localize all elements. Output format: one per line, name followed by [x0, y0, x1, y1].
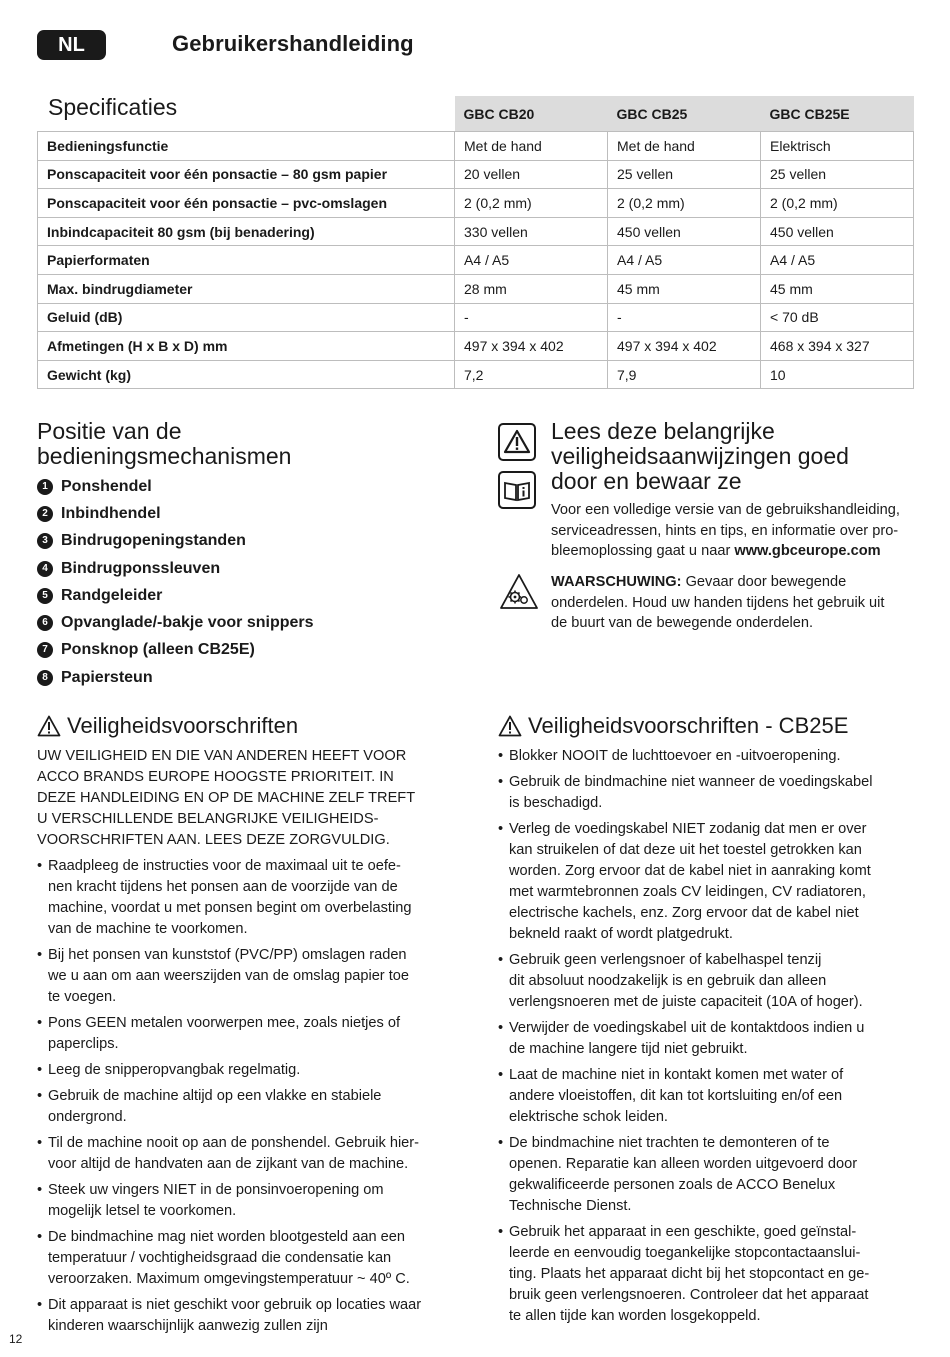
spec-value: - — [455, 303, 608, 332]
spec-label: Gewicht (kg) — [38, 360, 455, 389]
website-link[interactable]: www.gbceurope.com — [734, 543, 881, 559]
safety-cb25e-list — [498, 746, 918, 1332]
spec-row — [38, 303, 914, 332]
spec-value: Met de hand — [455, 132, 608, 161]
controls-title — [37, 419, 291, 469]
bullet-line: nen kracht tijdens het ponsen aan de voorzijde van de — [48, 879, 398, 895]
important-title-line: Lees deze belangrijke — [551, 418, 775, 444]
bullet-line: • Blokker NOOIT de luchttoevoer en -uitvoeropening. — [509, 748, 841, 764]
spec-value: Elektrisch — [761, 132, 914, 161]
warning-text — [551, 572, 921, 634]
bullet-line: dit absoluut noodzakelijk is en gebruik dan alleen — [509, 973, 827, 989]
bullet-line: mogelijk letsel te voorkomen. — [48, 1203, 237, 1219]
safety-bullet — [37, 1227, 467, 1290]
spec-value: A4 / A5 — [455, 246, 608, 275]
control-item — [37, 609, 314, 636]
control-number-icon: 7 — [37, 642, 53, 658]
bullet-line: • Bij het ponsen van kunststof (PVC/PP) omslagen raden — [48, 947, 407, 963]
control-number-icon: 8 — [37, 670, 53, 686]
bullet-line: Technische Dienst. — [509, 1198, 632, 1214]
safety-intro-line: UW VEILIGHEID EN DIE VAN ANDEREN HEEFT VOOR — [37, 748, 407, 764]
body-line — [551, 541, 921, 562]
spec-label: Afmetingen (H x B x D) mm — [38, 332, 455, 361]
spec-value: 2 (0,2 mm) — [761, 189, 914, 218]
spec-label: Inbindcapaciteit 80 gsm (bij benadering) — [38, 217, 455, 246]
spec-label: Ponscapaciteit voor één ponsactie – 80 gsm papier — [38, 160, 455, 189]
spec-value: 25 vellen — [608, 160, 761, 189]
bullet-line: kan struikelen of dat deze uit het toestel getrokken kan — [509, 842, 862, 858]
control-number-icon: 2 — [37, 506, 53, 522]
important-title — [551, 419, 849, 494]
spec-row — [38, 160, 914, 189]
safety-cb25e-title — [498, 713, 848, 739]
safety-bullet — [498, 819, 918, 945]
spec-label: Papierformaten — [38, 246, 455, 275]
bullet-line: • Gebruik geen verlengsnoer of kabelhaspel tenzij — [509, 952, 822, 968]
bullet-line: is beschadigd. — [509, 795, 603, 811]
warning-triangle-icon — [498, 715, 522, 737]
body-line: Voor een volledige versie van de gebruikshandleiding, — [551, 502, 900, 518]
bullet-line: • Gebruik de machine altijd op een vlakke en stabiele — [48, 1088, 382, 1104]
safety-list — [37, 856, 467, 1342]
bullet-line: verlengsnoeren met de juiste capaciteit (10A of hoger). — [509, 994, 863, 1010]
manual-info-icon — [498, 471, 536, 509]
spec-label: Ponscapaciteit voor één ponsactie – pvc-omslagen — [38, 189, 455, 218]
bullet-line: elektrische schok leiden. — [509, 1109, 668, 1125]
bullet-line: • Gebruik het apparaat in een geschikte, goed geïnstal- — [509, 1224, 857, 1240]
bullet-line: • Pons GEEN metalen voorwerpen mee, zoals nietjes of — [48, 1015, 401, 1031]
safety-bullet — [37, 1133, 467, 1175]
bullet-line: • De bindmachine mag niet worden blootgesteld aan een — [48, 1229, 405, 1245]
control-item — [37, 500, 314, 527]
bullet-line: • Verwijder de voedingskabel uit de kontaktdoos indien u — [509, 1020, 865, 1036]
model-header: GBC CB25 — [608, 96, 761, 132]
document-title: Gebruikershandleiding — [172, 31, 414, 56]
spec-row — [38, 246, 914, 275]
control-label: Ponsknop (alleen CB25E) — [61, 641, 255, 659]
bullet-line: • Dit apparaat is niet geschikt voor gebruik op locaties waar — [48, 1297, 422, 1313]
safety-bullet — [498, 772, 918, 814]
safety-intro — [37, 746, 467, 851]
specifications-table — [37, 96, 914, 389]
spec-row — [38, 217, 914, 246]
safety-bullet — [498, 1222, 918, 1327]
bullet-line: kinderen waarschijnlijk aanwezig zullen zijn — [48, 1318, 328, 1334]
spec-label: Geluid (dB) — [38, 303, 455, 332]
spec-value: 497 x 394 x 402 — [608, 332, 761, 361]
spec-value: 28 mm — [455, 274, 608, 303]
warning-label: WAARSCHUWING: — [551, 574, 682, 590]
spec-row — [38, 332, 914, 361]
safety-intro-line: DEZE HANDLEIDING EN OP DE MACHINE ZELF TREFT — [37, 790, 416, 806]
bullet-line: bekneld raakt of wordt platgedrukt. — [509, 926, 733, 942]
control-number-icon: 1 — [37, 479, 53, 495]
bullet-line: • Gebruik de bindmachine niet wanneer de voedingskabel — [509, 774, 873, 790]
spec-value: A4 / A5 — [761, 246, 914, 275]
spec-value: 7,9 — [608, 360, 761, 389]
bullet-line: ting. Plaats het apparaat dicht bij het stopcontact en ge- — [509, 1266, 870, 1282]
spec-value: < 70 dB — [761, 303, 914, 332]
spec-value: 497 x 394 x 402 — [455, 332, 608, 361]
safety-intro-line: ACCO BRANDS EUROPE HOOGSTE PRIORITEIT. IN — [37, 769, 394, 785]
spec-value: 450 vellen — [608, 217, 761, 246]
bullet-line: andere vloeistoffen, dit kan tot kortsluiting en/of een — [509, 1088, 843, 1104]
safety-bullet — [37, 1086, 467, 1128]
bullet-line: bruik geen verlengsnoeren. Controleer dat het apparaat — [509, 1287, 869, 1303]
bullet-line: worden. Zorg ervoor dat de kabel niet in aanraking komt — [509, 863, 871, 879]
bullet-line: paperclips. — [48, 1036, 119, 1052]
controls-list — [37, 473, 314, 691]
control-label: Inbindhendel — [61, 504, 161, 522]
spec-value: 7,2 — [455, 360, 608, 389]
control-label: Opvanglade/-bakje voor snippers — [61, 614, 314, 632]
control-item — [37, 473, 314, 500]
bullet-line: electrische kachels, enz. Zorg ervoor dat de kabel niet — [509, 905, 859, 921]
language-badge: NL — [37, 30, 106, 60]
control-item — [37, 637, 314, 664]
control-number-icon: 4 — [37, 561, 53, 577]
safety-title-text: Veiligheidsvoorschriften — [67, 713, 299, 738]
bullet-line: van de machine te voorkomen. — [48, 921, 248, 937]
control-item — [37, 582, 314, 609]
spec-value: 45 mm — [761, 274, 914, 303]
bullet-line: • De bindmachine niet trachten te demonteren of te — [509, 1135, 830, 1151]
control-item — [37, 528, 314, 555]
safety-bullet — [498, 746, 918, 767]
control-item — [37, 555, 314, 582]
body-line-text: bleemoplossing gaat u naar — [551, 543, 735, 559]
warning-icon — [498, 423, 536, 461]
bullet-line: • Raadpleeg de instructies voor de maximaal uit te oefe- — [48, 858, 401, 874]
bullet-line: we u aan om aan weerszijden van de omslag papier toe — [48, 968, 410, 984]
bullet-line: • Laat de machine niet in kontakt komen met water of — [509, 1067, 844, 1083]
spec-value: 45 mm — [608, 274, 761, 303]
safety-cb25e-title-text: Veiligheidsvoorschriften - CB25E — [528, 713, 849, 738]
moving-parts-icon — [498, 572, 540, 612]
important-title-line: door en bewaar ze — [551, 468, 742, 494]
safety-bullet — [37, 1180, 467, 1222]
control-number-icon: 3 — [37, 533, 53, 549]
spec-value: 10 — [761, 360, 914, 389]
bullet-line: ondergrond. — [48, 1109, 127, 1125]
page-number: 12 — [9, 1332, 23, 1346]
control-label: Randgeleider — [61, 586, 163, 604]
spec-value: - — [608, 303, 761, 332]
spec-title: Specificaties — [48, 94, 178, 120]
safety-bullet — [37, 1295, 467, 1337]
control-item — [37, 664, 314, 691]
bullet-line: • Verleg de voedingskabel NIET zodanig dat men er over — [509, 821, 867, 837]
control-number-icon: 6 — [37, 615, 53, 631]
bullet-line: • Leeg de snipperopvangbak regelmatig. — [48, 1062, 301, 1078]
bullet-line: machine, voordat u met ponsen begint om overbelasting — [48, 900, 412, 916]
spec-value: Met de hand — [608, 132, 761, 161]
spec-row — [38, 360, 914, 389]
spec-value: 450 vellen — [761, 217, 914, 246]
warning-line-text: Gevaar door bewegende — [681, 574, 847, 590]
control-label: Bindrugopeningstanden — [61, 532, 246, 550]
model-header: GBC CB20 — [455, 96, 608, 132]
bullet-line: openen. Reparatie kan alleen worden uitgevoerd door — [509, 1156, 858, 1172]
warning-line: onderdelen. Houd uw handen tijdens het gebruik uit — [551, 594, 885, 611]
safety-bullet — [37, 1013, 467, 1055]
bullet-line: te allen tijde kan worden losgekoppeld. — [509, 1308, 761, 1324]
safety-bullet — [498, 1133, 918, 1217]
spec-value: 25 vellen — [761, 160, 914, 189]
spec-value: 330 vellen — [455, 217, 608, 246]
bullet-line: voor altijd de handvaten aan de zijkant van de machine. — [48, 1156, 409, 1172]
bullet-line: te voegen. — [48, 989, 117, 1005]
bullet-line: • Steek uw vingers NIET in de ponsinvoeropening om — [48, 1182, 384, 1198]
safety-title — [37, 713, 298, 739]
bullet-line: veroorzaken. Maximum omgevingstemperatuur ~ 40º C. — [48, 1271, 410, 1287]
bullet-line: temperatuur / vochtigheidsgraad die condensatie kan — [48, 1250, 392, 1266]
safety-bullet — [498, 1018, 918, 1060]
body-line: serviceadressen, hints en tips, en informatie over pro- — [551, 522, 899, 539]
spec-value: 468 x 394 x 327 — [761, 332, 914, 361]
safety-bullet — [37, 945, 467, 1008]
model-header: GBC CB25E — [761, 96, 914, 132]
spec-value: A4 / A5 — [608, 246, 761, 275]
spec-label: Max. bindrugdiameter — [38, 274, 455, 303]
control-label: Bindrugponssleuven — [61, 559, 221, 577]
spec-row — [38, 274, 914, 303]
safety-bullet — [498, 1065, 918, 1128]
bullet-line: de machine langere tijd niet gebruikt. — [509, 1041, 748, 1057]
warning-triangle-icon — [37, 715, 61, 737]
safety-intro-line: U VERSCHILLENDE BELANGRIJKE VEILIGHEIDS- — [37, 811, 379, 827]
controls-title-line: Positie van de — [37, 418, 182, 444]
safety-bullet — [37, 1060, 467, 1081]
bullet-line: leerde en eenvoudig toegankelijke stopcontactaansluі- — [509, 1245, 861, 1261]
safety-intro-line: VOORSCHRIFTEN AAN. LEES DEZE ZORGVULDIG. — [37, 832, 390, 848]
bullet-line: • Til de machine nooit op aan de ponshendel. Gebruik hier- — [48, 1135, 420, 1151]
bullet-line: met warmtebronnen zoals CV leidingen, CV radiatoren, — [509, 884, 866, 900]
important-title-line: veiligheidsaanwijzingen goed — [551, 443, 849, 469]
controls-title-line: bedieningsmechanismen — [37, 443, 292, 469]
spec-value: 20 vellen — [455, 160, 608, 189]
safety-bullet — [37, 856, 467, 940]
spec-value: 2 (0,2 mm) — [608, 189, 761, 218]
control-number-icon: 5 — [37, 588, 53, 604]
spec-row — [38, 132, 914, 161]
control-label: Ponshendel — [61, 477, 152, 495]
control-label: Papiersteun — [61, 668, 153, 686]
warning-line: de buurt van de bewegende onderdelen. — [551, 615, 814, 631]
spec-value: 2 (0,2 mm) — [455, 189, 608, 218]
safety-bullet — [498, 950, 918, 1013]
warning-line — [551, 572, 921, 593]
bullet-line: gekwalificeerde personen zoals de ACCO Benelux — [509, 1177, 836, 1193]
spec-row — [38, 189, 914, 218]
important-body — [551, 500, 921, 562]
spec-label: Bedieningsfunctie — [38, 132, 455, 161]
